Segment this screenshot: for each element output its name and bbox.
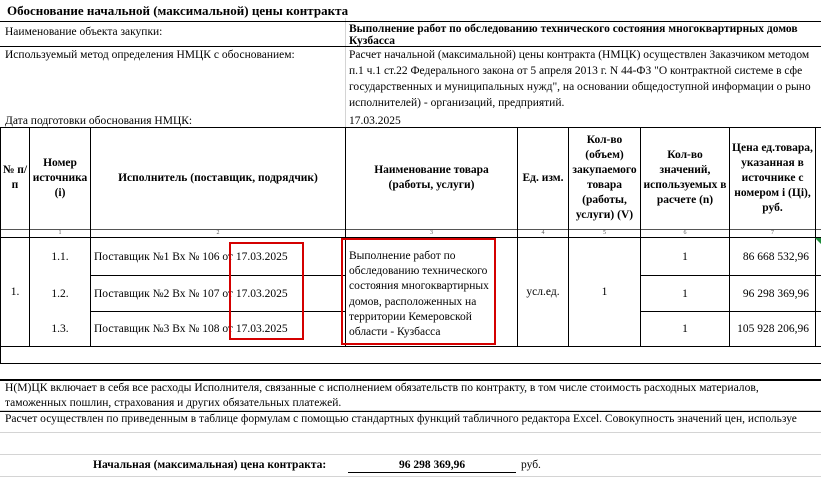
- cell-comment-marker-icon: [815, 238, 821, 244]
- header-goods[interactable]: Наименование товара (работы, услуги): [374, 164, 489, 191]
- row1-supplier[interactable]: Поставщик №1 Вх № 106 от 17.03.2025: [94, 250, 288, 263]
- header-price[interactable]: Цена ед.товара, указанная в источнике с номером i (Цi), руб.: [732, 141, 813, 214]
- date-value[interactable]: 17.03.2025: [349, 115, 401, 127]
- row2-count[interactable]: 1: [682, 287, 688, 300]
- header-source[interactable]: Номер источника (i): [32, 156, 88, 199]
- date-label[interactable]: Дата подготовки обоснования НМЦК:: [5, 115, 193, 127]
- note-line1[interactable]: Н(М)ЦК включает в себя все расходы Исполнителя, связанные с исполнением обязательств по контракту, в том числе стоимость расходных материалов,: [5, 381, 759, 394]
- row3-source[interactable]: 1.3.: [51, 323, 69, 335]
- note2[interactable]: Расчет осуществлен по приведенным в таблице формулам с помощью стандартных функций табличного редактора Excel. Совокупность значений цен, используе: [5, 413, 797, 425]
- grid-line: [0, 476, 821, 477]
- col-number: 6: [683, 230, 687, 236]
- page-title: Обоснование начальной (максимальной) цены контракта: [7, 3, 349, 18]
- note-line2: таможенных пошлин, страхования и других обязательных платежей.: [5, 397, 342, 409]
- row3-price[interactable]: 105 928 206,96: [737, 323, 809, 335]
- total-underline: [348, 472, 516, 473]
- method-value-line4: исполнителей) - организаций, предприятий.: [349, 97, 565, 109]
- divider: [0, 46, 821, 47]
- unit-cell[interactable]: усл.ед.: [526, 286, 560, 298]
- col-number: 5: [603, 230, 606, 236]
- group-number[interactable]: 1.: [10, 286, 20, 298]
- header-unit[interactable]: Ед. изм.: [522, 171, 564, 184]
- goods-line: домов, расположенных на: [349, 295, 477, 308]
- row1-price[interactable]: 86 668 532,96: [742, 250, 809, 263]
- total-currency: руб.: [521, 459, 541, 471]
- date-highlight-box: [229, 242, 304, 340]
- goods-highlight-box: [341, 238, 496, 345]
- grid-line: [345, 18, 346, 128]
- col-number: 7: [771, 230, 774, 236]
- table-rows-bottom: [0, 346, 821, 347]
- grid-line: [0, 454, 821, 455]
- method-label[interactable]: Используемый метод определения НМЦК с обоснованием:: [5, 49, 295, 61]
- method-value-line3: государственных и муниципальных нужд", на основании общедоступной информации о рыно: [349, 81, 811, 93]
- goods-line: состояния многоквартирных: [349, 280, 489, 293]
- row1-count[interactable]: 1: [682, 250, 688, 263]
- col-line: [815, 127, 816, 346]
- col-number: 4: [541, 230, 545, 236]
- qty-cell[interactable]: 1: [601, 286, 608, 298]
- method-value-line2: п.1 ч.1 ст.22 Федерального закона от 5 апреля 2013 г. N 44-ФЗ "О контрактной системе в сфе: [349, 65, 803, 77]
- method-value-line1[interactable]: Расчет начальной (максимальной) цены контракта (НМЦК) осуществлен Заказчиком методом: [349, 49, 810, 61]
- col-number: 3: [430, 230, 433, 236]
- total-label[interactable]: Начальная (максимальная) цена контракта:: [93, 459, 327, 471]
- object-value-line2: Кузбасса: [349, 35, 396, 47]
- table-bottom: [0, 363, 821, 364]
- col-number: 2: [216, 230, 220, 236]
- row3-supplier[interactable]: Поставщик №3 Вх № 108 от 17.03.2025: [94, 323, 288, 335]
- col-number: 1: [58, 230, 62, 236]
- header-count[interactable]: Кол-во значений, используемых в расчете (n): [643, 149, 727, 206]
- row2-supplier[interactable]: Поставщик №2 Вх № 107 от 17.03.2025: [94, 287, 288, 300]
- goods-line: территории Кемеровской: [349, 310, 472, 323]
- row2-price[interactable]: 96 298 369,96: [742, 287, 809, 300]
- header-supplier[interactable]: Исполнитель (поставщик, подрядчик): [118, 171, 318, 184]
- object-label[interactable]: Наименование объекта закупки:: [5, 26, 163, 38]
- goods-line: области - Кузбасса: [349, 326, 441, 339]
- row3-count[interactable]: 1: [682, 323, 688, 335]
- header-qty[interactable]: Кол-во (объем) закупаемого товара (работы, услуги) (V): [572, 134, 637, 221]
- goods-line: Выполнение работ по: [349, 250, 456, 262]
- header-num[interactable]: № п/п: [2, 164, 28, 191]
- row2-source[interactable]: 1.2.: [51, 287, 69, 300]
- object-value[interactable]: Выполнение работ по обследованию технического состояния многоквартирных домов: [349, 23, 798, 35]
- grid-line: [0, 432, 821, 433]
- total-value[interactable]: 96 298 369,96: [398, 459, 466, 471]
- goods-line: обследованию технического: [349, 265, 488, 278]
- row1-source[interactable]: 1.1.: [51, 250, 69, 263]
